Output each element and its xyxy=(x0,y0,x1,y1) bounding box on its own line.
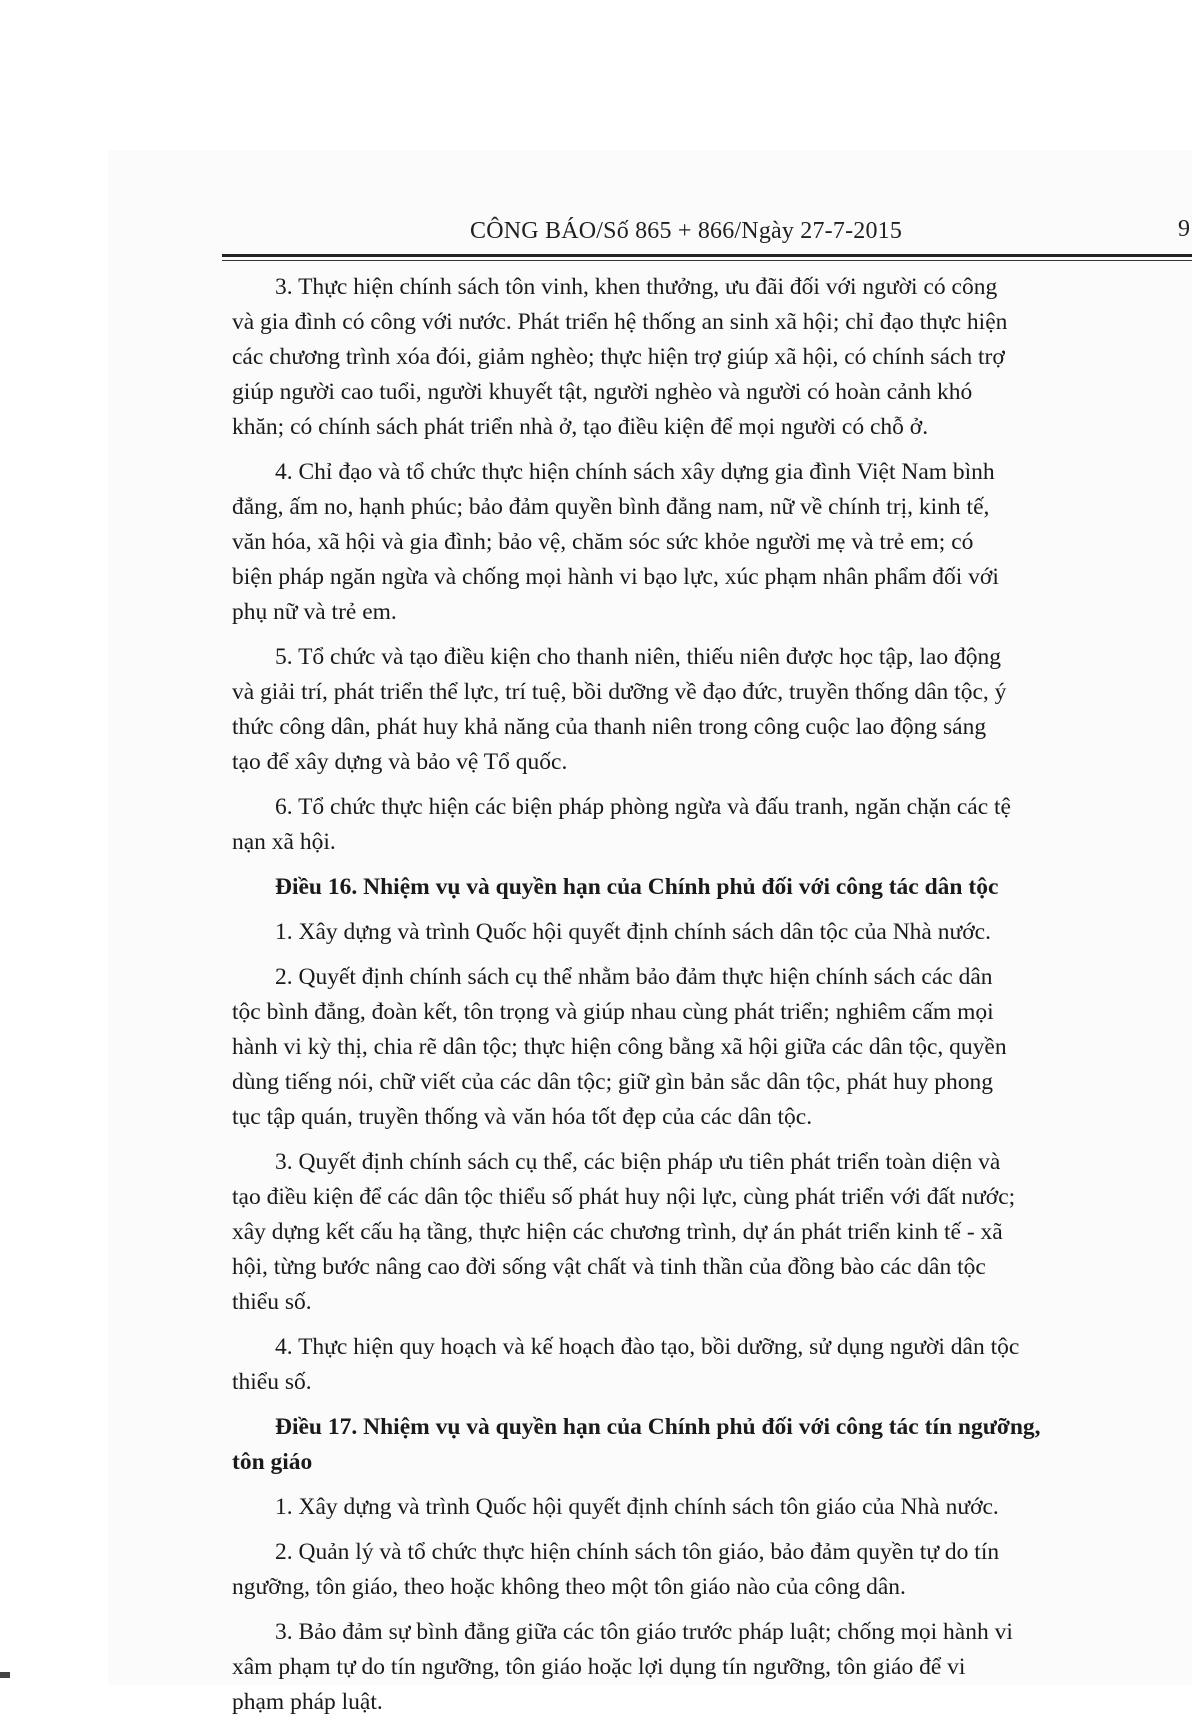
text-line: 4. Thực hiện quy hoạch và kế hoạch đào tạo, bồi dưỡng, sử dụng người dân tộc xyxy=(275,1334,1020,1360)
text-line: 6. Tổ chức thực hiện các biện pháp phòng ngừa và đấu tranh, ngăn chặn các tệ xyxy=(275,794,1011,820)
text-line: 4. Chỉ đạo và tổ chức thực hiện chính sách xây dựng gia đình Việt Nam bình xyxy=(275,459,995,485)
paragraph xyxy=(232,1330,1192,1400)
text-line: thiểu số. xyxy=(232,1369,312,1395)
paragraph xyxy=(232,1535,1192,1605)
page-header-title: CÔNG BÁO/Số 865 + 866/Ngày 27-7-2015 xyxy=(470,218,903,244)
text-line: tộc bình đẳng, đoàn kết, tôn trọng và giúp nhau cùng phát triển; nghiêm cấm mọi xyxy=(232,999,994,1025)
paragraph xyxy=(232,1145,1192,1320)
page-number: 9 xyxy=(1178,216,1190,242)
scan-corner-mark xyxy=(0,1672,10,1678)
text-line: nạn xã hội. xyxy=(232,829,336,855)
paragraph xyxy=(232,915,1192,950)
text-line: xâm phạm tự do tín ngưỡng, tôn giáo hoặc lợi dụng tín ngưỡng, tôn giáo để vi xyxy=(232,1654,966,1680)
paragraph xyxy=(232,790,1192,860)
header-rule-thick xyxy=(222,254,1192,257)
text-line: và giải trí, phát triển thể lực, trí tuệ, bồi dưỡng về đạo đức, truyền thống dân tộc, ý xyxy=(232,679,1007,705)
text-line: tạo điều kiện để các dân tộc thiểu số phát huy nội lực, cùng phát triển với đất nước; xyxy=(232,1184,1016,1210)
text-line: tôn giáo xyxy=(232,1449,313,1475)
paragraph xyxy=(232,455,1192,630)
text-line: 1. Xây dựng và trình Quốc hội quyết định chính sách dân tộc của Nhà nước. xyxy=(275,919,991,945)
text-line: khăn; có chính sách phát triển nhà ở, tạo điều kiện để mọi người có chỗ ở. xyxy=(232,414,929,440)
text-line: thiểu số. xyxy=(232,1289,312,1315)
text-line: phạm pháp luật. xyxy=(232,1689,383,1715)
text-line: các chương trình xóa đói, giảm nghèo; thực hiện trợ giúp xã hội, có chính sách trợ xyxy=(232,344,1005,370)
paragraph xyxy=(232,1490,1192,1525)
text-line: đẳng, ấm no, hạnh phúc; bảo đảm quyền bình đẳng nam, nữ về chính trị, kinh tế, xyxy=(232,494,990,520)
text-line: Điều 17. Nhiệm vụ và quyền hạn của Chính phủ đối với công tác tín ngưỡng, xyxy=(275,1414,1041,1440)
text-line: hội, từng bước nâng cao đời sống vật chất và tinh thần của đồng bào các dân tộc xyxy=(232,1254,986,1280)
document-body xyxy=(232,270,1192,1720)
text-line: văn hóa, xã hội và gia đình; bảo vệ, chăm sóc sức khỏe người mẹ và trẻ em; có xyxy=(232,529,974,555)
article-heading xyxy=(232,870,1192,905)
text-line: xây dựng kết cấu hạ tầng, thực hiện các chương trình, dự án phát triển kinh tế - xã xyxy=(232,1219,1003,1245)
text-line: biện pháp ngăn ngừa và chống mọi hành vi bạo lực, xúc phạm nhân phẩm đối với xyxy=(232,564,999,590)
text-line: 3. Thực hiện chính sách tôn vinh, khen thưởng, ưu đãi đối với người có công xyxy=(275,274,998,300)
text-line: dùng tiếng nói, chữ viết của các dân tộc; giữ gìn bản sắc dân tộc, phát huy phong xyxy=(232,1069,993,1095)
paragraph xyxy=(232,1615,1192,1720)
text-line: phụ nữ và trẻ em. xyxy=(232,599,397,625)
text-line: 1. Xây dựng và trình Quốc hội quyết định chính sách tôn giáo của Nhà nước. xyxy=(275,1494,999,1520)
text-line: 2. Quyết định chính sách cụ thể nhằm bảo đảm thực hiện chính sách các dân xyxy=(275,964,993,990)
text-line: ngưỡng, tôn giáo, theo hoặc không theo một tôn giáo nào của công dân. xyxy=(232,1574,906,1600)
text-line: thức công dân, phát huy khả năng của thanh niên trong công cuộc lao động sáng xyxy=(232,714,987,740)
text-line: tục tập quán, truyền thống và văn hóa tốt đẹp của các dân tộc. xyxy=(232,1104,813,1130)
text-line: tạo để xây dựng và bảo vệ Tổ quốc. xyxy=(232,749,568,775)
paragraph xyxy=(232,960,1192,1135)
text-line: 2. Quản lý và tổ chức thực hiện chính sách tôn giáo, bảo đảm quyền tự do tín xyxy=(275,1539,1000,1565)
text-line: Điều 16. Nhiệm vụ và quyền hạn của Chính phủ đối với công tác dân tộc xyxy=(275,874,999,900)
header-rule-thin xyxy=(222,260,1192,261)
paragraph xyxy=(232,640,1192,780)
article-heading xyxy=(232,1410,1192,1480)
text-line: 3. Quyết định chính sách cụ thể, các biện pháp ưu tiên phát triển toàn diện và xyxy=(275,1149,1001,1175)
text-line: và gia đình có công với nước. Phát triển hệ thống an sinh xã hội; chỉ đạo thực hiện xyxy=(232,309,1008,335)
text-line: giúp người cao tuổi, người khuyết tật, người nghèo và người có hoàn cảnh khó xyxy=(232,379,973,405)
text-line: 3. Bảo đảm sự bình đẳng giữa các tôn giáo trước pháp luật; chống mọi hành vi xyxy=(275,1619,1013,1645)
text-line: hành vi kỳ thị, chia rẽ dân tộc; thực hiện công bằng xã hội giữa các dân tộc, quyền xyxy=(232,1034,1007,1060)
text-line: 5. Tổ chức và tạo điều kiện cho thanh niên, thiếu niên được học tập, lao động xyxy=(275,644,1001,670)
paragraph xyxy=(232,270,1192,445)
